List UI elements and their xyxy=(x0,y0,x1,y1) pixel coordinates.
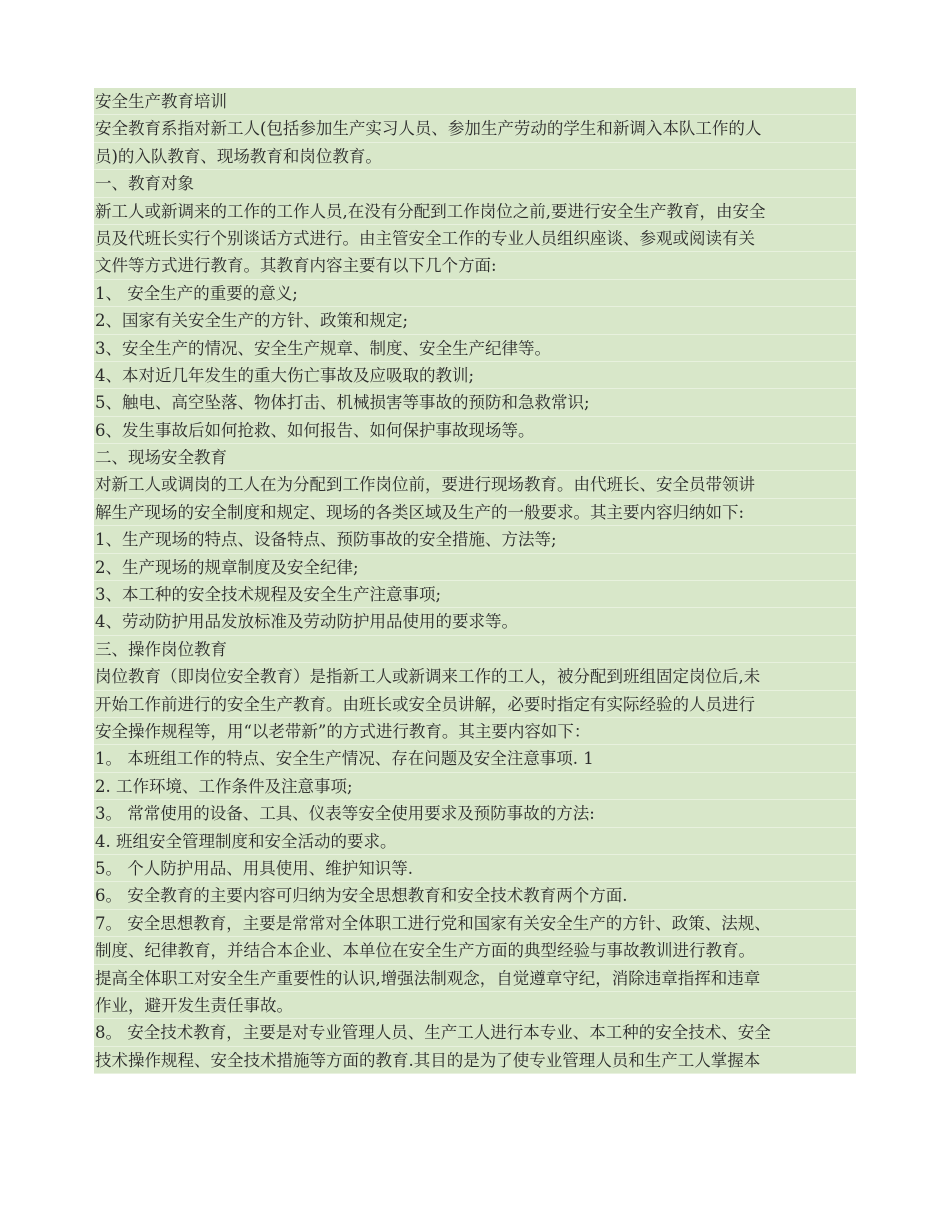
text-line: 岗位教育（即岗位安全教育）是指新工人或新调来工作的工人，被分配到班组固定岗位后,未 xyxy=(94,663,856,690)
text-line: 员及代班长实行个别谈话方式进行。由主管安全工作的专业人员组织座谈、参观或阅读有关 xyxy=(94,225,856,252)
text-line: 解生产现场的安全制度和规定、现场的各类区域及生产的一般要求。其主要内容归纳如下: xyxy=(94,499,856,526)
list-item: 2. 工作环境、工作条件及注意事项; xyxy=(94,773,856,800)
list-item: 1。 本班组工作的特点、安全生产情况、存在问题及安全注意事项. 1 xyxy=(94,745,856,772)
section-heading: 二、现场安全教育 xyxy=(94,444,856,471)
list-item: 8。 安全技术教育，主要是对专业管理人员、生产工人进行本专业、本工种的安全技术、安全 xyxy=(94,1019,856,1046)
text-line: 安全教育系指对新工人(包括参加生产实习人员、参加生产劳动的学生和新调入本队工作的人 xyxy=(94,115,856,142)
section-heading: 一、教育对象 xyxy=(94,170,856,197)
list-item: 2、国家有关安全生产的方针、政策和规定; xyxy=(94,307,856,334)
list-item: 3、本工种的安全技术规程及安全生产注意事项; xyxy=(94,581,856,608)
list-item: 6、发生事故后如何抢救、如何报告、如何保护事故现场等。 xyxy=(94,417,856,444)
list-item: 2、生产现场的规章制度及安全纪律; xyxy=(94,554,856,581)
text-line: 技术操作规程、安全技术措施等方面的教育.其目的是为了使专业管理人员和生产工人掌握本 xyxy=(94,1047,856,1074)
document-text-block xyxy=(94,88,856,1074)
text-line: 开始工作前进行的安全生产教育。由班长或安全员讲解，必要时指定有实际经验的人员进行 xyxy=(94,691,856,718)
list-item: 5。 个人防护用品、用具使用、维护知识等. xyxy=(94,855,856,882)
list-item: 1、生产现场的特点、设备特点、预防事故的安全措施、方法等; xyxy=(94,526,856,553)
text-line: 制度、纪律教育，并结合本企业、本单位在安全生产方面的典型经验与事故教训进行教育。 xyxy=(94,937,856,964)
text-line: 安全操作规程等，用“以老带新”的方式进行教育。其主要内容如下： xyxy=(94,718,856,745)
text-line: 文件等方式进行教育。其教育内容主要有以下几个方面: xyxy=(94,252,856,279)
text-line: 提高全体职工对安全生产重要性的认识,增强法制观念，自觉遵章守纪，消除违章指挥和违章 xyxy=(94,965,856,992)
document-title: 安全生产教育培训 xyxy=(94,88,856,115)
text-line: 对新工人或调岗的工人在为分配到工作岗位前，要进行现场教育。由代班长、安全员带领讲 xyxy=(94,471,856,498)
text-line: 作业，避开发生责任事故。 xyxy=(94,992,856,1019)
list-item: 3、安全生产的情况、安全生产规章、制度、安全生产纪律等。 xyxy=(94,335,856,362)
list-item: 1、 安全生产的重要的意义; xyxy=(94,280,856,307)
list-item: 6。 安全教育的主要内容可归纳为安全思想教育和安全技术教育两个方面. xyxy=(94,882,856,909)
list-item: 5、触电、高空坠落、物体打击、机械损害等事故的预防和急救常识; xyxy=(94,389,856,416)
list-item: 7。 安全思想教育，主要是常常对全体职工进行党和国家有关安全生产的方针、政策、法规、 xyxy=(94,910,856,937)
text-line: 员)的入队教育、现场教育和岗位教育。 xyxy=(94,143,856,170)
list-item: 4、劳动防护用品发放标准及劳动防护用品使用的要求等。 xyxy=(94,608,856,635)
list-item: 3。 常常使用的设备、工具、仪表等安全使用要求及预防事故的方法: xyxy=(94,800,856,827)
text-line: 新工人或新调来的工作的工作人员,在没有分配到工作岗位之前,要进行安全生产教育，由安全 xyxy=(94,198,856,225)
section-heading: 三、操作岗位教育 xyxy=(94,636,856,663)
list-item: 4、本对近几年发生的重大伤亡事故及应吸取的教训; xyxy=(94,362,856,389)
list-item: 4. 班组安全管理制度和安全活动的要求。 xyxy=(94,828,856,855)
